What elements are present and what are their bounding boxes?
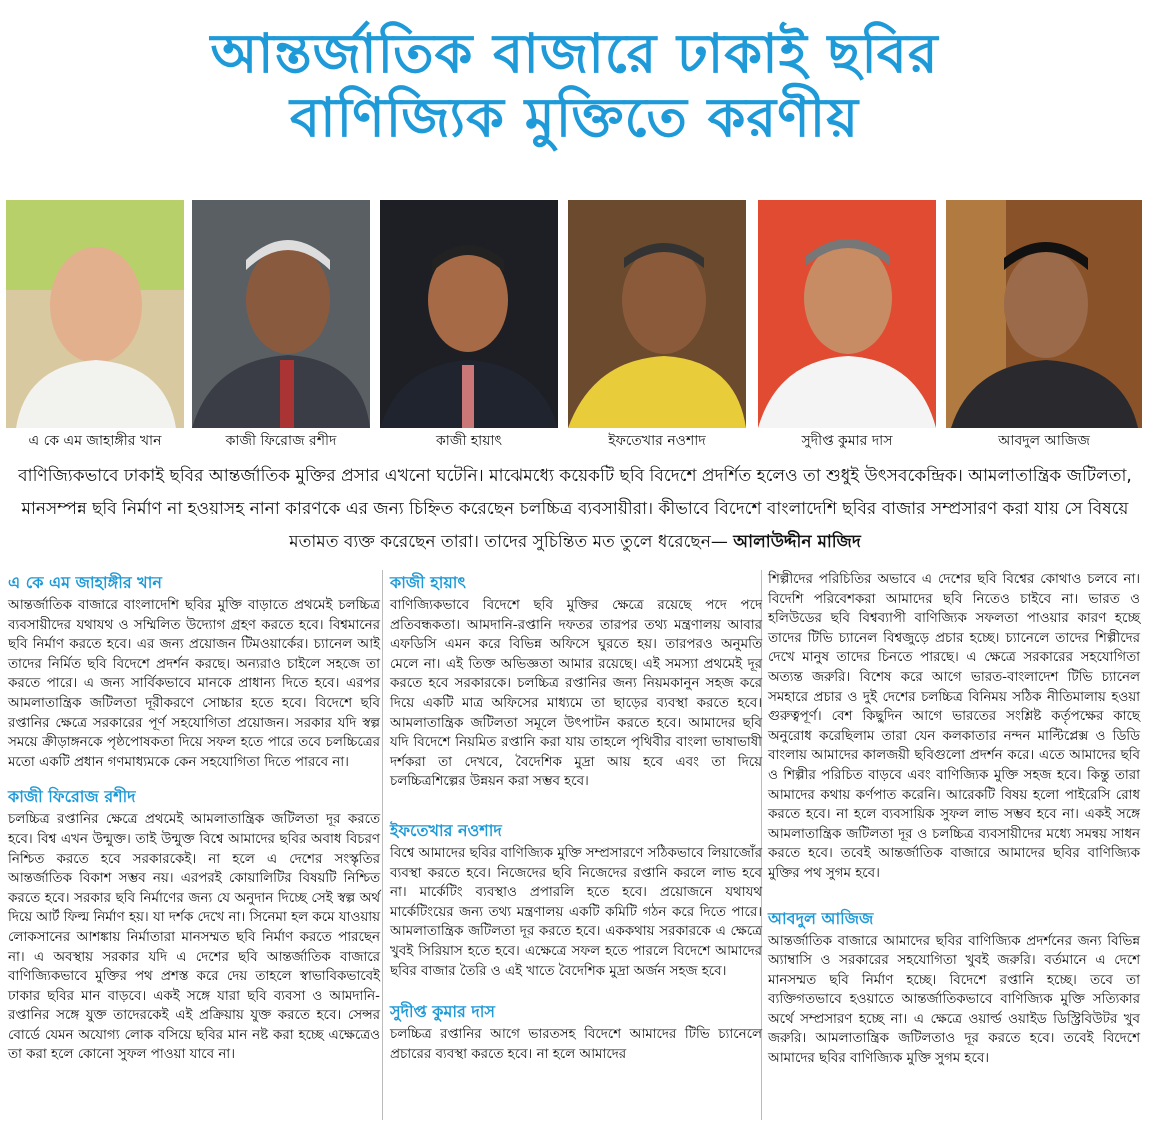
- portrait-photo: [758, 200, 936, 428]
- headline-line-1: আন্তর্জাতিক বাজারে ঢাকাই ছবির: [210, 22, 939, 85]
- article-body: চলচ্চিত্র রপ্তানির ক্ষেত্রে প্রথমেই আমলাতান্ত্রিক জটিলতা দূর করতে হবে। বিশ্ব এখন উন্মুক্ত। তাই উন্মুক্ত বিশ্বে আমাদের ছবির অবাধ বিচরণ নিশ্চিত করতে হবে সরকারকেই। না হলে এ দেশের সংস্কৃতির আন্তর্জাতিক বিকাশ সম্ভব নয়। এরপরই কোয়ালিটির বিষয়টি নিশ্চিত করতে হবে। সরকার ছবি নির্মাণের জন্য যে অনুদান দিচ্ছে সেই স্বল্প অর্থ দিয়ে আর্ট ফিল্ম নির্মাণ হয়। যা দর্শক দেখে না। সিনেমা হল কমে যাওয়ায় লোকসানের আশঙ্কায় নির্মাতারা মানসম্মত ছবি নির্মাণ করতে পারছেন না। এ অবস্থায় সরকার যদি এ দেশের ছবি আন্তর্জাতিক বাজারে বাণিজ্যিকভাবে মুক্তির পথ প্রশস্ত করে দেয় তাহলে স্বাভাবিকভাবেই ঢাকার ছবির মান বাড়বে। একই সঙ্গে যারা ছবি ব্যবসা ও আমদানি-রপ্তানির সঙ্গে যুক্ত তাদেরকেই এই প্রক্রিয়ায় যুক্ত করতে হবে। সেন্সর বোর্ডে যেমন অযোগ্য লোক বসিয়ে ছবির মান নষ্ট করা হচ্ছে এক্ষেত্রেও তা করা হলে কোনো সুফল পাওয়া যাবে না।: [8, 812, 380, 1063]
- section-heading: কাজী ফিরোজ রশীদ: [8, 787, 136, 807]
- section-heading: আবদুল আজিজ: [768, 908, 874, 928]
- portrait-photo: [568, 200, 746, 428]
- portrait-iftekhar-noushad: [568, 200, 746, 449]
- section-heading: এ কে এম জাহাঙ্গীর খান: [8, 573, 162, 592]
- section-heading: ইফতেখার নওশাদ: [390, 820, 502, 840]
- portrait-kazi-hayat: [380, 200, 558, 449]
- article-body: চলচ্চিত্র রপ্তানির আগে ভারতসহ বিদেশে আমাদের টিভি চ্যানেলে প্রচারের ব্যবস্থা করতে হবে। না হলে আমাদের: [390, 1027, 762, 1062]
- article-column-1: [8, 570, 380, 1065]
- article-body: বাণিজ্যিকভাবে বিদেশে ছবি মুক্তির ক্ষেত্রে রয়েছে পদে পদে প্রতিবন্ধকতা। আমদানি-রপ্তানি দফতর তারপর তথ্য মন্ত্রণালয় আবার এফডিসি এমন করে বিভিন্ন অফিসে ঘুরতে হয়। তারপরও অনুমতি মেলে না। এই তিক্ত অভিজ্ঞতা আমার রয়েছে। এই সমস্যা প্রথমেই দূর করতে হবে সরকারকে। চলচ্চিত্র রপ্তানির জন্য নিয়মকানুন সহজ করে দিয়ে একটি মাত্র অফিসের মাধ্যমে তা ছাড়ের ব্যবস্থা করতে হবে। আমলাতান্ত্রিক জটিলতা সমূলে উৎপাটন করতে হবে। আমাদের ছবি যদি বিদেশে নিয়মিত রপ্তানি করা যায় তাহলে পৃথিবীর বাংলা ভাষাভাষী দর্শকরা তা দেখবে, বৈদেশিক মুদ্রা আয় হবে এবং তা দিয়ে চলচ্চিত্রশিল্পের উন্নয়ন করা সম্ভব হবে।: [390, 598, 762, 790]
- portrait-caption: কাজী হায়াৎ: [435, 433, 503, 449]
- author-byline: আলাউদ্দীন মাজিদ: [733, 532, 861, 552]
- article-body: আন্তর্জাতিক বাজারে আমাদের ছবির বাণিজ্যিক প্রদর্শনের জন্য বিভিন্ন অ্যাম্বাসি ও সরকারের সহযোগিতা খুবই জরুরি। বর্তমানে এ দেশে মানসম্মত ছবি নির্মাণ হচ্ছে। বিদেশে রপ্তানি হচ্ছে। তবে তা ব্যক্তিগতভাবে হওয়াতে আন্তর্জাতিকভাবে বাণিজ্যিক মুক্তি সত্যিকার অর্থে সম্প্রসারণ হচ্ছে না। এ ক্ষেত্রে ওয়ার্ল্ড ওয়াইড ডিস্ট্রিবিউটর খুব জরুরি। আমলাতান্ত্রিক জটিলতাও দূর করতে হবে। তবেই বিদেশে আমাদের ছবির বাণিজ্যিক মুক্তি সুগম হবে।: [768, 933, 1140, 1067]
- article-column-2: [390, 570, 762, 1064]
- portrait-caption: আবদুল আজিজ: [998, 433, 1090, 449]
- portrait-photo: [946, 200, 1142, 428]
- headline-line-2: বাণিজ্যিক মুক্তিতে করণীয়: [289, 86, 860, 149]
- article-body: বিশ্বে আমাদের ছবির বাণিজ্যিক মুক্তি সম্প্রসারণে সঠিকভাবে লিয়াজোঁর ব্যবস্থা করতে হবে। নিজেদের ছবি নিজেদের রপ্তানি করলে লাভ হবে না। মার্কেটিং ব্যবস্থাও প্রপারলি হতে হবে। প্রয়োজনে যথাযথ মার্কেটিংয়ের জন্য তথ্য মন্ত্রণালয় একটি কমিটি গঠন করে দিতে পারে। আমলাতান্ত্রিক জটিলতা দূর করতে হবে। এককথায় সরকারকে এ ক্ষেত্রে খুবই সিরিয়াস হতে হবে। এক্ষেত্রে সফল হতে পারলে বিদেশে আমাদের ছবির বাজার তৈরি ও এই খাতে বৈদেশিক মুদ্রা অর্জন সহজ হবে।: [390, 845, 762, 979]
- headline: [0, 22, 1149, 150]
- portrait-firoz-rashid: [192, 200, 370, 449]
- portrait-sudipto-kumar-das: [758, 200, 936, 449]
- portrait-caption: সুদীপ্ত কুমার দাস: [801, 433, 893, 449]
- portrait-caption: এ কে এম জাহাঙ্গীর খান: [28, 433, 162, 449]
- intro-paragraph: [10, 460, 1140, 559]
- portrait-photo: [192, 200, 370, 428]
- portrait-caption: কাজী ফিরোজ রশীদ: [225, 433, 337, 449]
- portrait-abdul-aziz: [946, 200, 1142, 449]
- portrait-photo: [380, 200, 558, 428]
- section-heading: সুদীপ্ত কুমার দাস: [390, 1002, 495, 1022]
- intro-text: বাণিজ্যিকভাবে ঢাকাই ছবির আন্তর্জাতিক মুক্তির প্রসার এখনো ঘটেনি। মাঝেমধ্যে কয়েকটি ছবি বিদেশে প্রদর্শিত হলেও তা শুধুই উৎসবকেন্দ্রিক। আমলাতান্ত্রিক জটিলতা, মানসম্পন্ন ছবি নির্মাণ না হওয়াসহ নানা কারণকে এর জন্য চিহ্নিত করেছেন চলচ্চিত্র ব্যবসায়ীরা। কীভাবে বিদেশে বাংলাদেশি ছবির বাজার সম্প্রসারণ করা যায় সে বিষয়ে মতামত ব্যক্ত করেছেন তারা। তাদের সুচিন্তিত মত তুলে ধরেছেন—: [18, 466, 1132, 552]
- article-body-continued: শিল্পীদের পরিচিতির অভাবে এ দেশের ছবি বিশ্বের কোথাও চলবে না। বিদেশি পরিবেশকরা আমাদের ছবি নিতেও চাইবে না। ভারত ও হলিউডের ছবি বিশ্বব্যাপী বাণিজ্যিক সফলতা পাওয়ার কারণ হচ্ছে তাদের টিভি চ্যানেল বিশ্বজুড়ে প্রচার হচ্ছে। চ্যানেলে তাদের শিল্পীদের দেখে মানুষ তাদের চিনতে পারছে। এ ক্ষেত্রে সরকারের সহযোগিতা অত্যন্ত জরুরি। বিশেষ করে আগে ভারত-বাংলাদেশ টিভি চ্যানেল সমহারে প্রচার ও দুই দেশের চলচ্চিত্র বিনিময় সঠিক নীতিমালায় হওয়া গুরুত্বপূর্ণ। বেশ কিছুদিন আগে ভারতের সংশ্লিষ্ট কর্তৃপক্ষের কাছে অনুরোধ করেছিলাম তারা যেন কলকাতার নন্দন মাল্টিপ্লেক্স ও ডিডি বাংলায় আমাদের কালজয়ী ছবিগুলো প্রদর্শন করে। এতে আমাদের ছবি ও শিল্পীর পরিচিত বাড়বে এবং বাণিজ্যিক মুক্তি সহজ হবে। কিন্তু তারা আমাদের কথায় কর্ণপাত করেনি। আরেকটি বিষয় হলো পাইরেসি রোধ করতে হবে। না হলে ব্যবসায়িক সুফল লাভ সম্ভব হবে না। একই সঙ্গে আমলাতান্ত্রিক জটিলতা দূর ও চলচ্চিত্র ব্যবসায়ীদের মধ্যে সমন্বয় সাধন করতে হবে। তবেই আন্তর্জাতিক বাজারে আমাদের ছবির বাণিজ্যিক মুক্তির পথ সুগম হবে।: [768, 572, 1140, 881]
- section-heading: কাজী হায়াৎ: [390, 573, 466, 592]
- portrait-row: [6, 200, 1146, 449]
- article-body: আন্তর্জাতিক বাজারে বাংলাদেশি ছবির মুক্তি বাড়াতে প্রথমেই চলচ্চিত্র ব্যবসায়ীদের যথাযথ ও সম্মিলিত উদ্যোগ গ্রহণ করতে হবে। বিশ্বমানের ছবি নির্মাণ করতে হবে। এর জন্য প্রয়োজন টিমওয়ার্কের। চ্যানেল আই তাদের নির্মিত ছবি বিদেশে প্রদর্শন করছে। অন্যরাও চাইলে সহজে তা করতে পারে। এ জন্য সার্বিকভাবে মানকে প্রাধান্য দিতে হবে। এরপর আমলাতান্ত্রিক জটিলতা দূরীকরণে সোচ্চার হতে হবে। বিদেশে ছবি রপ্তানির ক্ষেত্রে সরকারের পূর্ণ সহযোগিতা প্রয়োজন। সরকার যদি স্বল্প সময়ে ক্রীড়াঙ্গনকে পৃষ্ঠপোষকতা দিয়ে সফল হতে পারে তবে চলচ্চিত্রের মতো একটি প্রধান গণমাধ্যমকে কেন সহযোগিতা দিতে পারবে না।: [8, 598, 380, 770]
- portrait-jahangir-khan: [6, 200, 184, 449]
- portrait-photo: [6, 200, 184, 428]
- column-divider: [382, 570, 383, 1120]
- article-column-3: [768, 570, 1140, 1069]
- portrait-caption: ইফতেখার নওশাদ: [608, 433, 706, 449]
